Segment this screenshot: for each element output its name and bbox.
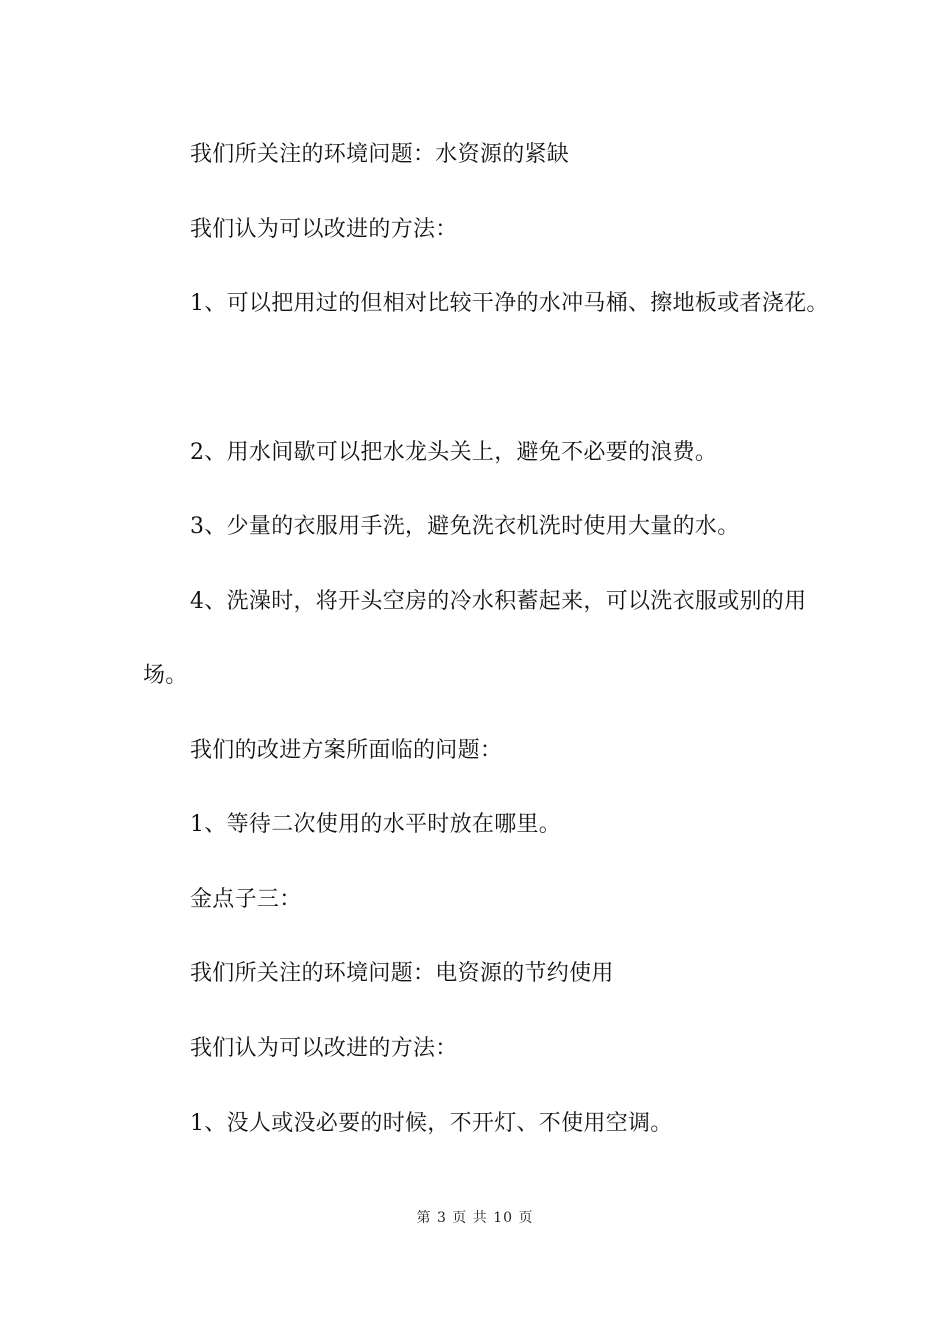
paragraph-electricity-issue: 我们所关注的环境问题：电资源的节约使用 bbox=[190, 961, 614, 986]
paragraph-problems-heading: 我们的改进方案所面临的问题： bbox=[190, 738, 503, 763]
paragraph-method-4: 4、洗澡时，将开头空房的冷水积蓄起来，可以洗衣服或别的用 bbox=[190, 589, 807, 614]
paragraph-method-3: 3、少量的衣服用手洗，避免洗衣机洗时使用大量的水。 bbox=[190, 514, 740, 539]
paragraph-electricity-method-1: 1、没人或没必要的时候，不开灯、不使用空调。 bbox=[190, 1111, 673, 1136]
paragraph-methods-heading-2: 我们认为可以改进的方法： bbox=[190, 1036, 458, 1061]
paragraph-method-2: 2、用水间歇可以把水龙头关上，避免不必要的浪费。 bbox=[190, 440, 718, 465]
paragraph-water-issue: 我们所关注的环境问题：水资源的紧缺 bbox=[190, 142, 570, 167]
paragraph-idea-three-heading: 金点子三： bbox=[190, 887, 302, 912]
page-number-footer: 第 3 页 共 10 页 bbox=[416, 1210, 534, 1226]
paragraph-methods-heading: 我们认为可以改进的方法： bbox=[190, 217, 458, 242]
paragraph-method-4-continued: 场。 bbox=[143, 663, 188, 688]
paragraph-problem-1: 1、等待二次使用的水平时放在哪里。 bbox=[190, 812, 562, 837]
paragraph-method-1: 1、可以把用过的但相对比较干净的水冲马桶、擦地板或者浇花。 bbox=[190, 291, 829, 316]
